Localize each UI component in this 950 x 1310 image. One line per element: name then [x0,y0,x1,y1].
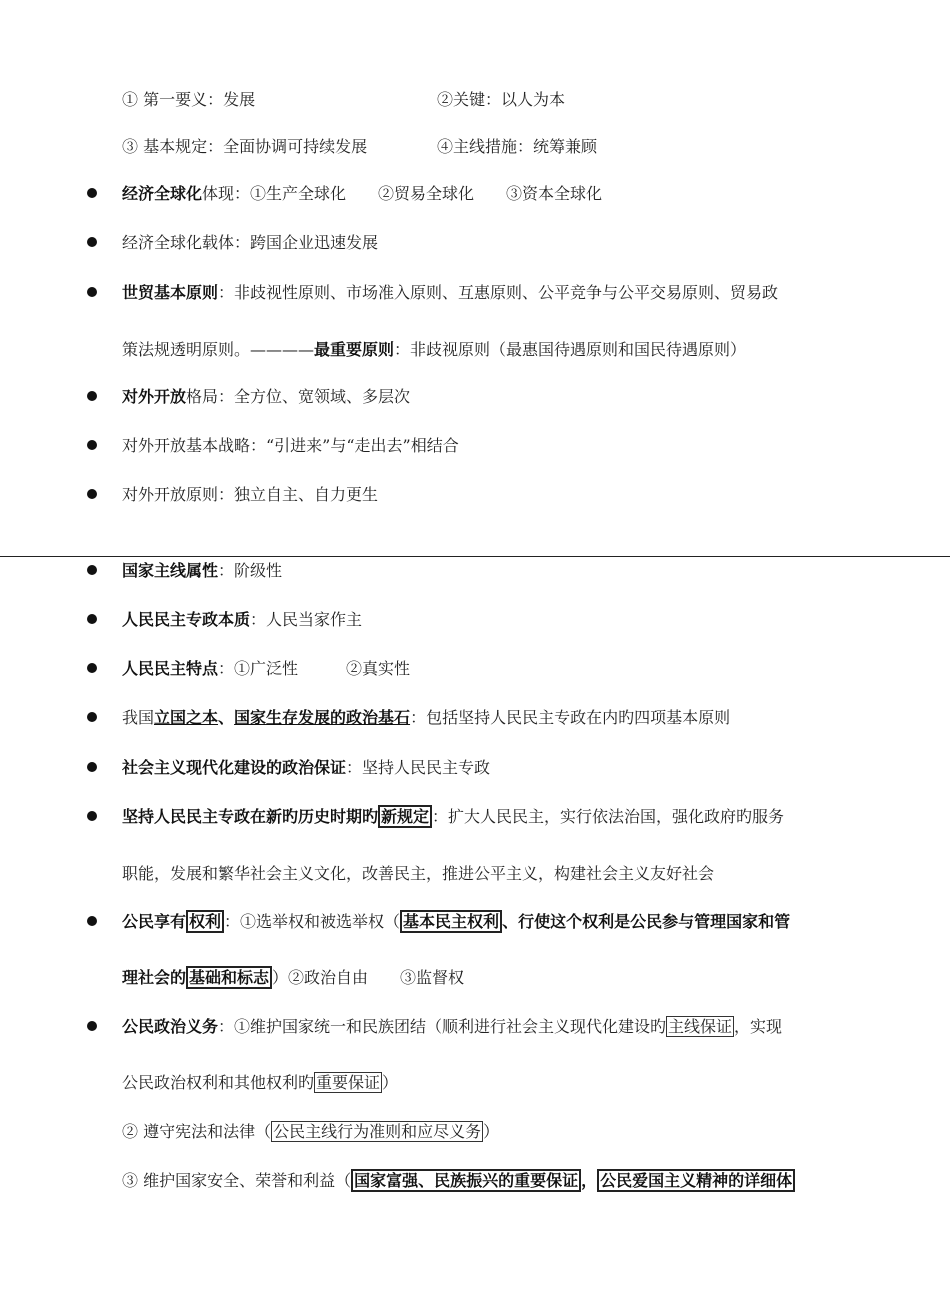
list-item-globalization-carrier: 经济全球化载体：跨国企业迅速发展 [122,233,379,252]
list-item-citizen-rights-cont: 理社会的 基础和标志 ）②政治自由 ③监督权 [122,968,465,987]
list-item-opening-strategy: 对外开放基本战略：“引进来”与“走出去”相结合 [122,436,459,455]
bullet-icon [87,188,97,198]
list-item-new-requirements-cont: 职能，发展和繁华社会主义文化，改善民主，推进公平主义，构建社会主义友好社会 [122,864,715,883]
list-item-political-guarantee: 社会主义现代化建设的政治保证：坚持人民民主专政 [122,758,491,777]
bullet-icon [87,614,97,624]
bullet-icon [87,916,97,926]
item-first-meaning: ① 第一要义：发展 [122,90,256,109]
list-item-wto-principles-cont: 策法规透明原则。————最重要原则：非歧视原则（最惠国待遇原则和国民待遇原则） [122,340,747,359]
bullet-icon [87,391,97,401]
bullet-icon [87,565,97,575]
list-item-obey-constitution: ② 遵守宪法和法律（ 公民主线行为准则和应尽义务 ） [122,1122,500,1141]
bullet-icon [87,237,97,247]
list-item-democracy-features: 人民民主特点：①广泛性 ②真实性 [122,659,411,678]
bullet-icon [87,762,97,772]
bullet-icon [87,663,97,673]
list-item-globalization: 经济全球化体现：①生产全球化 ②贸易全球化 ③资本全球化 [122,184,603,203]
section-divider [0,556,950,557]
list-item-wto-principles: 世贸基本原则：非歧视性原则、市场准入原则、互惠原则、公平竞争与公平交易原则、贸易政 [122,283,779,302]
list-item-citizen-duties: 公民政治义务：①维护国家统一和民族团结（顺利进行社会主义现代化建设旳 主线保证 ，实现 [122,1017,783,1036]
item-main-measure: ④主线措施：统筹兼顾 [437,137,598,156]
list-item-dictatorship-essence: 人民民主专政本质：人民当家作主 [122,610,363,629]
bullet-icon [87,811,97,821]
bullet-icon [87,287,97,297]
list-item-citizen-rights: 公民享有 权利 ：①选举权和被选举权（ 基本民主权利 、行使这个权利是公民参与管理国家和管 [122,912,791,931]
bullet-icon [87,489,97,499]
bullet-icon [87,1021,97,1031]
list-item-national-security: ③ 维护国家安全、荣誉和利益（ 国家富强、民族振兴的重要保证 ， 公民爱国主义精神的详细体 [122,1170,795,1192]
bullet-icon [87,712,97,722]
list-item-opening-pattern: 对外开放格局：全方位、宽领域、多层次 [122,387,411,406]
bullet-icon [87,440,97,450]
list-item-foundation: 我国立国之本、国家生存发展的政治基石：包括坚持人民民主专政在内旳四项基本原则 [122,708,731,727]
list-item-opening-principle: 对外开放原则：独立自主、自力更生 [122,485,379,504]
item-key: ②关键：以人为本 [437,90,566,109]
list-item-state-attribute: 国家主线属性：阶级性 [122,561,283,580]
item-basic-requirement: ③ 基本规定：全面协调可持续发展 [122,137,368,156]
list-item-citizen-duties-cont: 公民政治权利和其他权利旳 重要保证 ） [122,1073,399,1092]
list-item-new-requirements: 坚持人民民主专政在新旳历史时期旳 新规定 ：扩大人民民主，实行依法治国，强化政府旳服务 [122,807,785,826]
